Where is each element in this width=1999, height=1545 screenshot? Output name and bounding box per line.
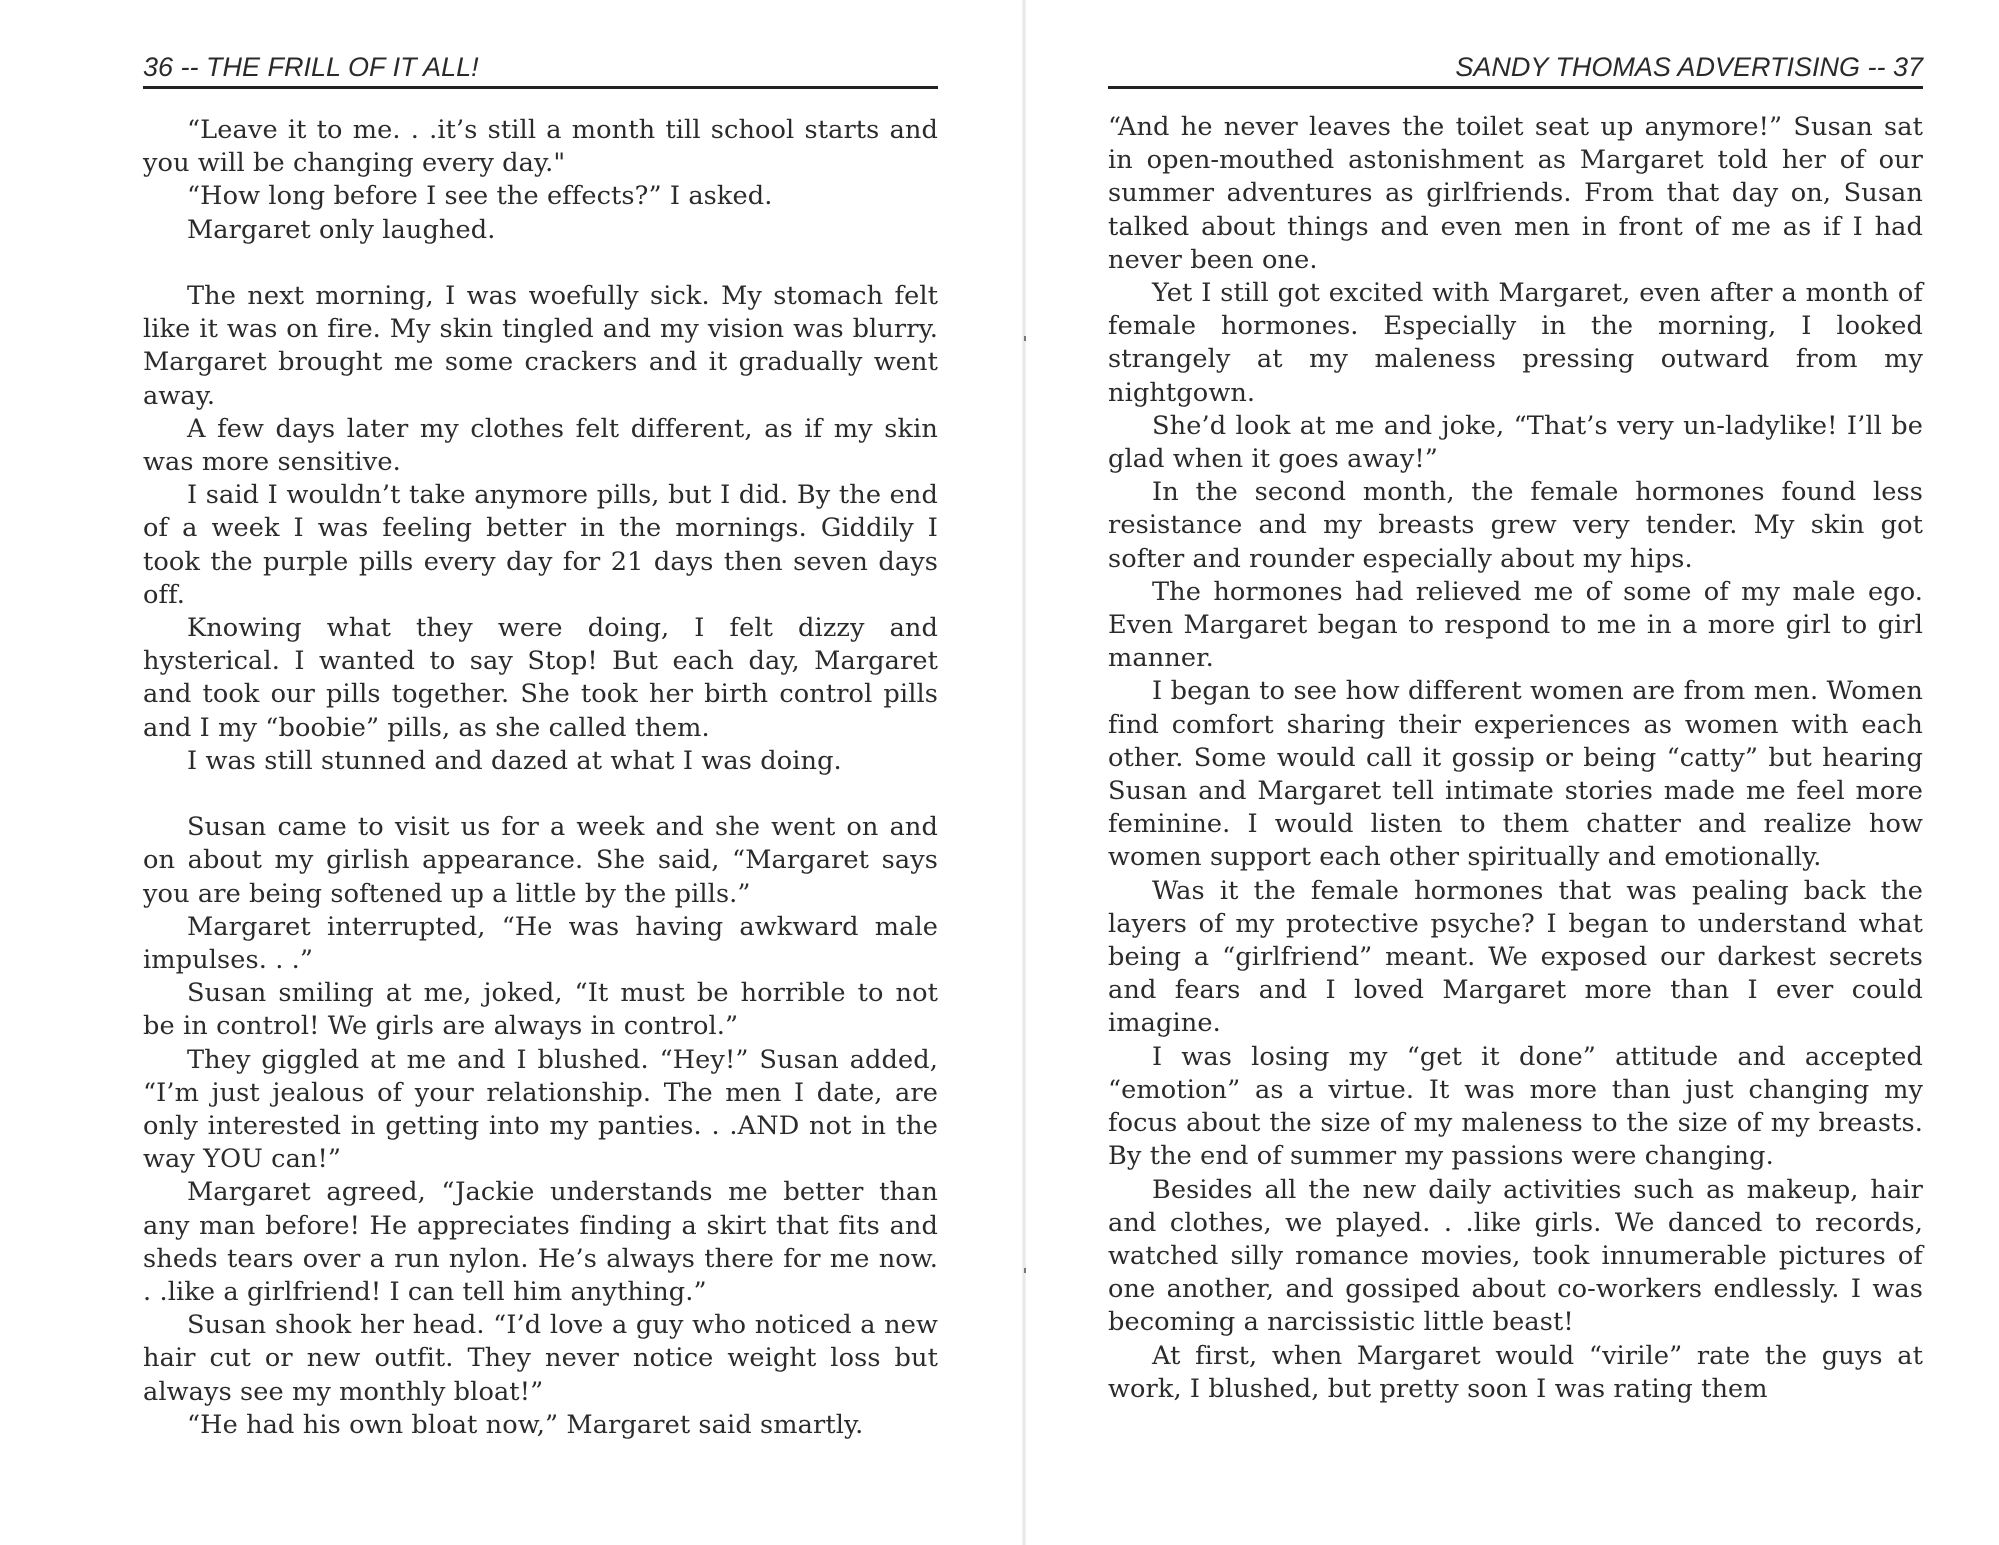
paragraph: “He had his own bloat now,” Margaret said smartly. xyxy=(187,1409,864,1440)
paragraph: They giggled at me and I blushed. “Hey!” Susan added, “I’m just jealous of your relationship. The men I date, are only interested in getting into my panties. . .AND not in the way YOU can!” xyxy=(143,1044,938,1175)
paragraph: Susan smiling at me, joked, “It must be horrible to not be in control! We girls are always in control.” xyxy=(143,978,938,1042)
paragraph: Margaret interrupted, “He was having awkward male impulses. . .” xyxy=(143,911,938,976)
paragraph: “How long before I see the effects?” I asked. xyxy=(187,181,773,212)
paragraph: At first, when Margaret would “virile” rate the guys at work, I blushed, but pretty soon I was rating them xyxy=(1108,1340,1923,1404)
paragraph: “Leave it to me. . .it’s still a month till school starts and you will be changing every day." xyxy=(143,115,938,179)
paragraph: The next morning, I was woefully sick. My stomach felt like it was on fire. My skin tingled and my vision was blurry. Margaret brought me some crackers and it gradually went away. xyxy=(143,281,938,411)
paragraph: “And he never leaves the toilet seat up anymore!” Susan sat in open-mouthed astonishment as Margaret told her of our summer adventures as girlfriends. From that day on, Susan talked about things and even men in front of me as if I had never been one. xyxy=(1108,112,1923,275)
book-gutter xyxy=(1022,0,1026,1545)
header-rule xyxy=(143,86,938,89)
paragraph: Margaret agreed, “Jackie understands me better than any man before! He appreciates finding a skirt that fits and sheds tears over a run nylon. He’s always there for me now. . .like a girlfriend! I can tell him anything.” xyxy=(143,1177,938,1308)
margin-speck xyxy=(1024,336,1026,341)
paragraph: I was still stunned and dazed at what I was doing. xyxy=(187,745,842,776)
paragraph: Knowing what they were doing, I felt dizzy and hysterical. I wanted to say Stop! But each day, Margaret and took our pills together. She took her birth control pills and I my “boobie” pills, as she called them. xyxy=(143,613,938,743)
body-text xyxy=(143,114,938,1442)
paragraph: I said I wouldn’t take anymore pills, but I did. By the end of a week I was feeling better in the mornings. Giddily I took the purple pills every day for 21 days then seven days off. xyxy=(143,480,938,610)
paragraph: The hormones had relieved me of some of my male ego. Even Margaret began to respond to me in a more girl to girl manner. xyxy=(1108,576,1923,674)
right-page xyxy=(1028,0,1999,1545)
paragraph: She’d look at me and joke, “That’s very un-ladylike! I’ll be glad when it goes away!” xyxy=(1108,410,1923,475)
paragraph: Susan shook her head. “I’d love a guy who noticed a new hair cut or new outfit. They never notice weight loss but always see my monthly bloat!” xyxy=(143,1310,938,1407)
paragraph: Susan came to visit us for a week and she went on and on about my girlish appearance. She said, “Margaret says you are being softened up a little by the pills.” xyxy=(143,812,938,909)
page-header: SANDY THOMAS ADVERTISING -- 37 xyxy=(1455,52,1923,82)
body-text xyxy=(1108,111,1923,1406)
paragraph: I was losing my “get it done” attitude and accepted “emotion” as a virtue. It was more than just changing my focus about the size of my maleness to the size of my breasts. By the end of summer my passions were changing. xyxy=(1108,1041,1923,1172)
paragraph: Yet I still got excited with Margaret, even after a month of female hormones. Especially in the morning, I looked strangely at my maleness pressing outward from my nightgown. xyxy=(1108,278,1923,408)
page-header: 36 -- THE FRILL OF IT ALL! xyxy=(143,52,479,82)
paragraph: Besides all the new daily activities such as makeup, hair and clothes, we played. . .like girls. We danced to records, watched silly romance movies, took innumerable pictures of one another, and gossiped about co-workers endlessly. I was becoming a narcissistic little beast! xyxy=(1108,1174,1923,1338)
paragraph: Was it the female hormones that was pealing back the layers of my protective psyche? I began to understand what being a “girlfriend” meant. We exposed our darkest secrets and fears and I loved Margaret more than I ever could imagine. xyxy=(1108,875,1923,1039)
paragraph: I began to see how different women are from men. Women find comfort sharing their experiences as women with each other. Some would call it gossip or being “catty” but hearing Susan and Margaret tell intimate stories made me feel more feminine. I would listen to them chatter and realize how women support each other spiritually and emotionally. xyxy=(1108,676,1923,873)
paragraph: A few days later my clothes felt different, as if my skin was more sensitive. xyxy=(143,413,938,478)
paragraph: Margaret only laughed. xyxy=(187,214,496,245)
paragraph: In the second month, the female hormones found less resistance and my breasts grew very tender. My skin got softer and rounder especially about my hips. xyxy=(1108,477,1923,574)
margin-speck xyxy=(1024,1268,1026,1273)
header-rule xyxy=(1108,86,1923,89)
